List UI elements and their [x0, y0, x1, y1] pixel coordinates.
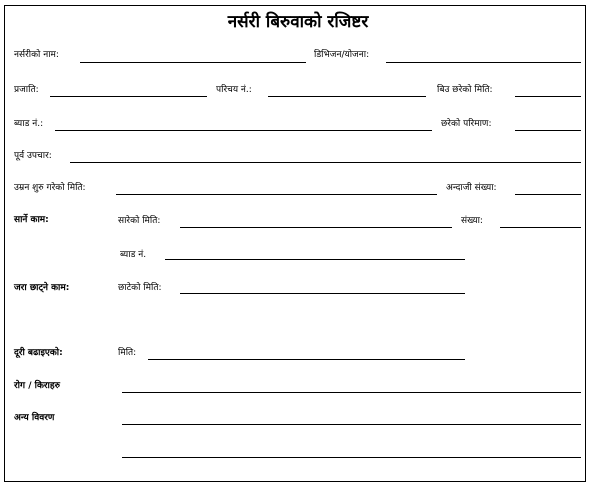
bed-no-field[interactable]: [165, 259, 465, 260]
nursery-name-field[interactable]: [80, 62, 306, 63]
transplant-date-field[interactable]: [180, 227, 452, 228]
count-field[interactable]: [500, 227, 581, 228]
count-label: संख्या:: [461, 216, 483, 226]
species-label: प्रजाति:: [14, 85, 39, 95]
spacing-increased-label: दूरी बढाइएको:: [14, 348, 63, 358]
seed-sowing-date-label: बिउ छरेको मिति:: [437, 85, 493, 95]
transplant-date-label: सारेको मिति:: [118, 216, 161, 226]
pruned-date-label: छाटेको मिति:: [118, 283, 162, 293]
pre-treatment-field[interactable]: [70, 162, 581, 163]
germination-start-date-field[interactable]: [116, 194, 437, 195]
disease-pest-field[interactable]: [122, 392, 581, 393]
other-details-field-2[interactable]: [122, 457, 581, 458]
form-border: [4, 5, 586, 482]
batch-no-field[interactable]: [55, 130, 432, 131]
species-field[interactable]: [50, 96, 207, 97]
identification-no-field[interactable]: [268, 96, 426, 97]
seed-sowing-date-field[interactable]: [515, 96, 581, 97]
disease-pest-label: रोग / किराहरु: [14, 381, 61, 391]
bed-no-label: ब्याड नं.: [120, 250, 147, 260]
other-details-field-1[interactable]: [122, 424, 581, 425]
division-field[interactable]: [386, 62, 581, 63]
root-pruning-work-label: जरा छाट्ने काम:: [14, 283, 70, 293]
identification-no-label: परिचय नं.:: [216, 85, 252, 95]
pre-treatment-label: पूर्व उपचार:: [14, 151, 52, 161]
spacing-date-field[interactable]: [148, 359, 465, 360]
pruned-date-field[interactable]: [180, 293, 465, 294]
batch-no-label: ब्याड नं.:: [14, 119, 44, 129]
transplanting-work-label: सार्ने काम:: [14, 215, 49, 225]
other-details-label: अन्य विवरण: [14, 413, 55, 423]
division-label: डिभिजन/योजना:: [314, 50, 370, 60]
estimated-count-label: अन्दाजी संख्या:: [446, 183, 497, 193]
form-title: नर्सरी बिरुवाको रजिष्टर: [227, 12, 369, 32]
sowing-quantity-field[interactable]: [515, 130, 581, 131]
germination-start-date-label: उम्रन शुरु गरेको मिति:: [14, 183, 86, 193]
date-label: मिति:: [118, 348, 137, 358]
sowing-quantity-label: छरेको परिमाण:: [441, 119, 492, 129]
nursery-name-label: नर्सरीको नाम:: [14, 50, 59, 60]
estimated-count-field[interactable]: [515, 194, 581, 195]
